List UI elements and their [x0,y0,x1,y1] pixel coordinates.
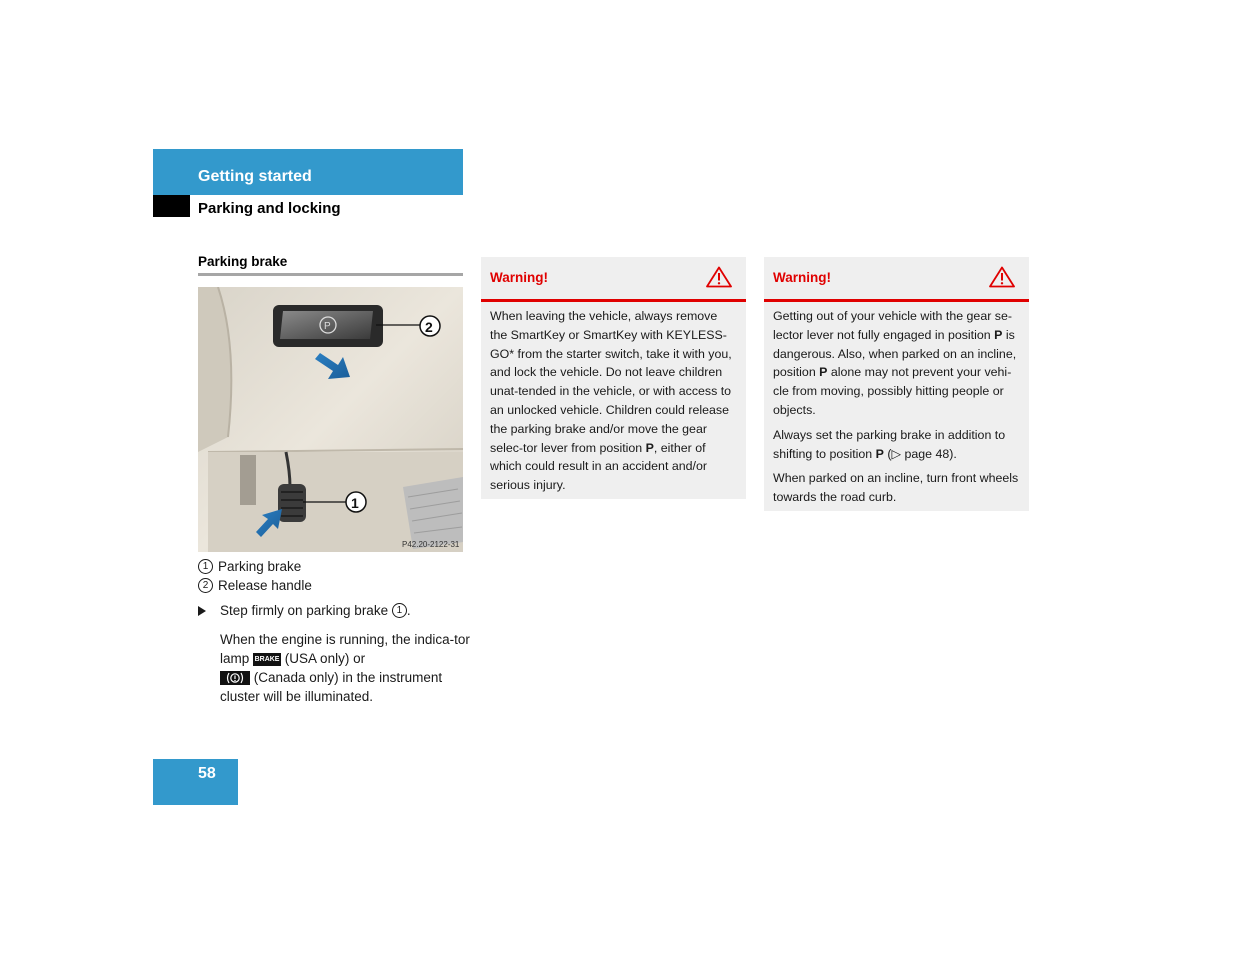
warning-triangle-icon [706,266,732,293]
legend-label: Release handle [218,578,312,593]
page-reference: (▷ page 48). [883,446,957,461]
parking-brake-heading: Parking brake [198,254,288,269]
warning-box-1 [481,257,746,499]
figure-code: P42.20-2122-31 [402,540,460,549]
svg-text:P: P [324,321,331,332]
warning-paragraph [773,426,1020,464]
svg-text:2: 2 [425,319,433,335]
page-number: 58 [198,765,216,782]
warning-title: Warning! [490,270,548,285]
instruction-note [220,630,470,706]
legend-item [198,559,301,574]
warning-text: When parked on an incline, turn front wheels towards the road curb. [773,471,1019,505]
note-text: When the engine is running, the indica-tor lamp [220,632,470,666]
warning-text: When leaving the vehicle, always remove the SmartKey or SmartKey with KEYLESS-GO* from the starter switch, take it with you, and lock the vehicle. Do not leave children unat-tended in the vehicle, or with access to an unlocked vehicle. Children could release the parking brake and/or move the gear selec-tor lever from position [490,309,732,455]
parking-brake-indicator-icon [220,671,250,685]
heading-rule [198,273,463,276]
step-end: . [406,603,411,618]
header-marker [153,195,190,217]
step-text: Step firmly on parking brake [220,603,389,618]
parking-brake-illustration [198,287,463,552]
note-text: (USA only) or [284,651,366,666]
instruction-step [198,603,411,618]
warning-box-2 [764,257,1029,511]
warning-text: Always set the parking brake in addition to shifting to position [773,427,1006,461]
warning-paragraph [773,469,1020,507]
legend-label: Parking brake [218,559,302,574]
subsection-title: Parking and locking [198,200,341,217]
warning-triangle-icon [989,266,1015,293]
warning-text: Getting out of your vehicle with the gear se-lector lever not fully engaged in position [773,309,1012,342]
warning-text: alone may not prevent your vehi-cle from moving, possibly hitting people or objects. [773,365,1012,417]
callout-number: 1 [198,559,213,574]
legend-item [198,578,312,593]
gear-position: P [994,327,1003,342]
warning-text: , either of which could result in an accident and/or serious injury. [490,440,707,493]
warning-paragraph [773,307,1020,420]
callout-number: 1 [392,603,407,618]
callout-number: 2 [198,578,213,593]
gear-position: P [819,365,828,380]
brake-indicator-icon: BRAKE [253,653,281,666]
page-number-tab [153,759,238,805]
section-title: Getting started [198,168,312,185]
gear-position: P [875,446,884,461]
warning-text: is dangerous. Also, when parked on an incline, position [773,327,1017,380]
gear-position: P [645,440,654,455]
svg-text:1: 1 [351,495,359,511]
warning-title: Warning! [773,270,831,285]
bullet-triangle-icon [198,606,206,616]
note-text: (Canada only) in the instrument cluster will be illuminated. [220,670,443,704]
